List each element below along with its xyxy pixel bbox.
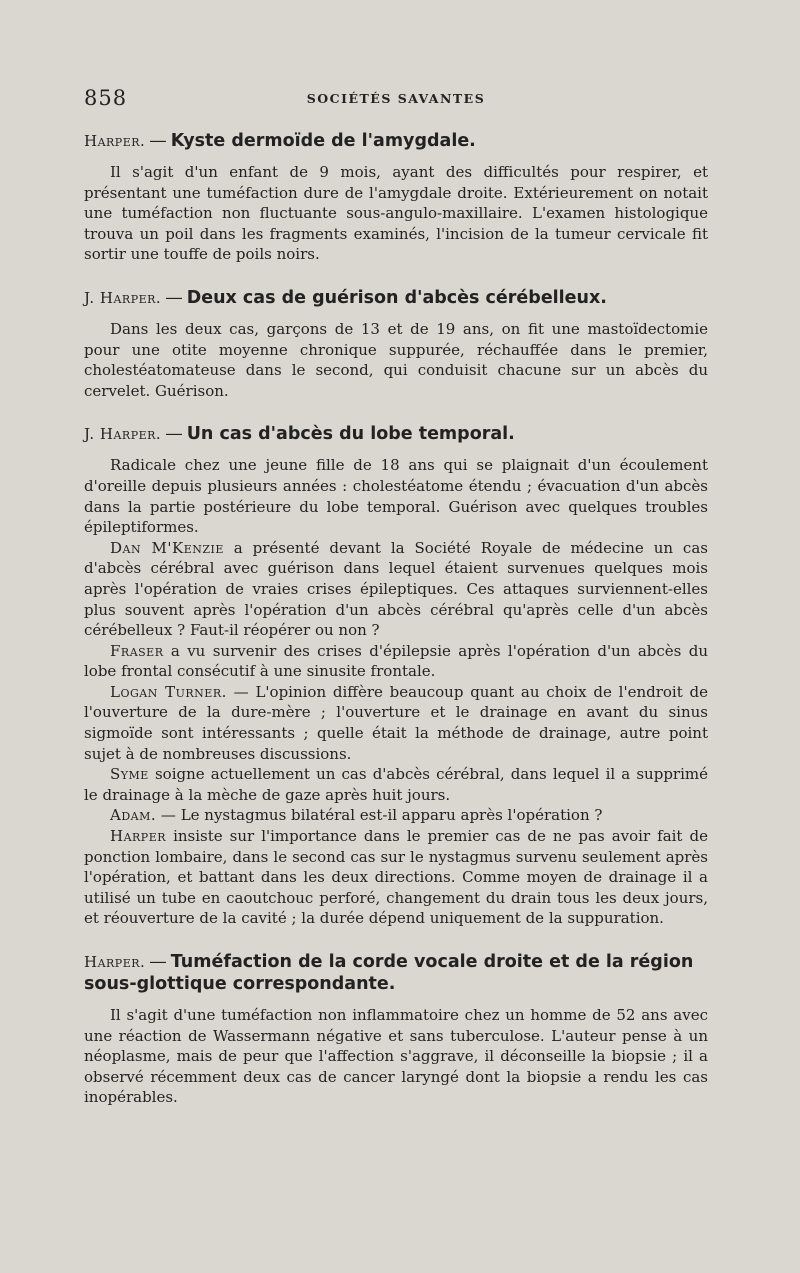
speaker-name: Dan M'Kenzie [110, 538, 224, 557]
article-title [84, 951, 708, 995]
paragraph-text: Il s'agit d'une tuméfaction non inflammatoire chez un homme de 52 ans avec une réaction de Wassermann négative et sans tuberculose. L'auteur pense à un néoplasme, mais de peur que l'affection s'aggrave, il déconseille la biopsie ; il a observé récemment deux cas de cancer laryngé dont la biopsie a rendu les cas inopérables. [84, 1006, 708, 1107]
paragraph-text: Dans les deux cas, garçons de 13 et de 19 ans, on fit une mastoïdectomie pour une otite moyenne chronique suppurée, réchauffée dans le premier, cholestéatomateuse dans le second, qui conduisit chacune sur un abcès du cervelet. Guérison. [84, 319, 708, 400]
speaker-name: Logan Turner. [110, 682, 227, 701]
paragraph-text: — L'opinion diffère beaucoup quant au choix de l'endroit de l'ouverture de la dure-mère ; l'ouverture et le drainage en avant du sinus sigmoïde sont intéressants ; quelle était la méthode de drainage, autre point sujet à de nombreuses discussions. [84, 682, 708, 763]
article-title [84, 423, 708, 445]
title-separator: — [165, 424, 183, 445]
article-author: Harper. [84, 953, 146, 971]
paragraph [84, 319, 708, 401]
article-author: J. Harper. [84, 288, 162, 307]
article-author: Harper. [84, 132, 146, 150]
title-separator: — [149, 952, 167, 972]
page-header [84, 86, 708, 110]
speaker-name: Syme [110, 765, 149, 784]
paragraph [84, 641, 708, 682]
paragraph-text: Il s'agit d'un enfant de 9 mois, ayant des difficultés pour respirer, et présentant une tuméfaction dure de l'amygdale droite. Extérieurement on notait une tuméfaction non fluctuante sous-angulo-maxillaire. L'examen histologique trouva un poil dans les fragments examinés, l'incision de la tumeur cervicale fit sortir une touffe de poils noirs. [84, 163, 708, 264]
article-heading: Kyste dermoïde de l'amygdale. [170, 131, 476, 151]
article-heading: Tuméfaction de la corde vocale droite et de la région sous-glottique correspondante. [84, 952, 694, 994]
paragraph-text: insiste sur l'importance dans le premier cas de ne pas avoir fait de ponction lombaire, dans le second cas sur le nystagmus survenu seulement après l'opération, et battant dans les deux directions. Comme moyen de drainage il a utilisé un tube en caoutchouc perforé, changement du drain tous les deux jours, et réouverture de la cavité ; la durée dépend uniquement de la suppuration. [84, 827, 708, 928]
article-heading: Deux cas de guérison d'abcès cérébelleux. [186, 287, 607, 308]
paragraph-text: soigne actuellement un cas d'abcès cérébral, dans lequel il a supprimé le drainage à la mèche de gaze après huit jours. [84, 765, 708, 804]
paragraph [84, 455, 708, 537]
paragraph [84, 682, 708, 764]
paragraph [84, 805, 708, 826]
paragraph-text: — Le nystagmus bilatéral est-il apparu après l'opération ? [160, 806, 603, 825]
article [84, 130, 708, 265]
page-number: 858 [84, 86, 128, 110]
article-heading: Un cas d'abcès du lobe temporal. [186, 424, 515, 445]
paragraph-text: Radicale chez une jeune fille de 18 ans qui se plaignait d'un écoulement d'oreille depuis plusieurs années : cholestéatome étendu ; évacuation d'un abcès dans la partie postérieure du lobe temporal. Guérison avec quelques troubles épileptiformes. [84, 456, 708, 537]
running-head: SOCIÉTÉS SAVANTES [306, 91, 486, 106]
paragraph [84, 1005, 708, 1108]
title-separator: — [165, 287, 183, 308]
article-title [84, 287, 708, 309]
article [84, 951, 708, 1108]
article-author: J. Harper. [84, 425, 162, 444]
title-separator: — [149, 131, 167, 151]
paragraph [84, 826, 708, 929]
article-title [84, 130, 708, 152]
article [84, 423, 708, 929]
speaker-name: Fraser [110, 641, 164, 660]
paragraph-text: a présenté devant la Société Royale de médecine un cas d'abcès cérébral avec guérison dans lequel étaient survenues quelques mois après l'opération de vraies crises épileptiques. Ces attaques surviennent-elles plus souvent après l'opération d'un abcès cérébral qu'après celle d'un abcès cérébelleux ? Faut-il réopérer ou non ? [84, 538, 708, 640]
article [84, 287, 708, 401]
paragraph [84, 764, 708, 805]
paragraph [84, 162, 708, 265]
speaker-name: Harper [110, 827, 167, 846]
speaker-name: Adam. [110, 806, 157, 825]
article-list [84, 130, 708, 1130]
paragraph [84, 538, 708, 641]
paragraph-text: a vu survenir des crises d'épilepsie après l'opération d'un abcès du lobe frontal consécutif à une sinusite frontale. [84, 641, 708, 681]
